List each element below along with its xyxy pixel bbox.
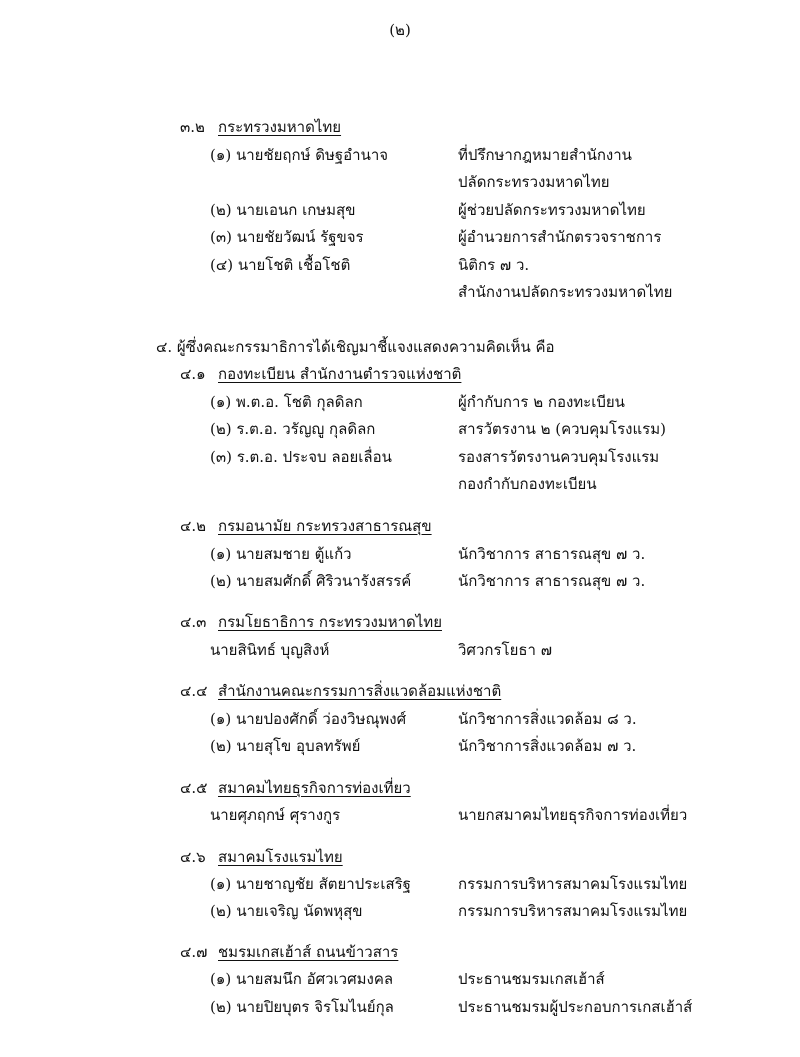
person-name: นายสินิทธ์ บุญสิงห์ (210, 641, 330, 659)
person-position: นายกสมาคมไทยธุรกิจการท่องเที่ยว (458, 806, 688, 824)
section-heading: ๔. ผู้ซึ่งคณะกรรมาธิการได้เชิญมาชี้แจงแสดงความคิดเห็น คือ (156, 338, 555, 356)
person-position: ที่ปรึกษากฎหมายสำนักงาน (458, 146, 632, 164)
subsection-title: กองทะเบียน สำนักงานตำรวจแห่งชาติ (218, 365, 462, 383)
person-position: สารวัตรงาน ๒ (ควบคุมโรงแรม) (458, 420, 666, 438)
page-number: (๒) (389, 21, 411, 39)
person-position: นิติกร ๗ ว. (458, 256, 530, 274)
subsection-title: สมาคมไทยธุรกิจการท่องเที่ยว (218, 779, 411, 797)
person-name: (๑) นายปองศักดิ์ ว่องวิษณุพงศ์ (210, 710, 407, 728)
person-position: นักวิชาการสิ่งแวดล้อม ๗ ว. (458, 737, 637, 755)
subsection-number: ๔.๗ (180, 943, 208, 961)
person-position: กองกำกับกองทะเบียน (458, 475, 597, 493)
subsection-heading (180, 844, 343, 870)
person-position: นักวิชาการ สาธารณสุข ๗ ว. (458, 572, 646, 590)
person-name: (๒) นายสุโข อุบลทรัพย์ (210, 737, 361, 755)
person-name: (๒) นายเอนก เกษมสุข (210, 201, 356, 219)
subsection-title: กระทรวงมหาดไทย (218, 118, 342, 136)
subsection-title: สำนักงานคณะกรรมการสิ่งแวดล้อมแห่งชาติ (218, 682, 502, 700)
subsection-heading (180, 361, 461, 387)
person-name: (๑) นายชาญชัย สัตยาประเสริฐ (210, 875, 411, 893)
person-name: (๑) พ.ต.อ. โชติ กุลดิลก (210, 393, 363, 411)
subsection-number: ๔.๔ (180, 682, 208, 700)
subsection-title: สมาคมโรงแรมไทย (218, 848, 343, 866)
person-position: ประธานชมรมเกสเฮ้าส์ (458, 970, 605, 988)
person-position: กรรมการบริหารสมาคมโรงแรมไทย (458, 902, 688, 920)
subsection-number: ๔.๕ (180, 779, 208, 797)
subsection-heading (180, 939, 398, 965)
person-name: (๔) นายโชติ เชื้อโชติ (210, 256, 351, 274)
person-position: สำนักงานปลัดกระทรวงมหาดไทย (458, 283, 673, 301)
person-position: รองสารวัตรงานควบคุมโรงแรม (458, 448, 660, 466)
person-name: (๑) นายชัยฤกษ์ ดิษฐอำนาจ (210, 146, 389, 164)
person-name: (๒) นายปิยบุตร จิรโมไนย์กุล (210, 998, 394, 1016)
subsection-number: ๔.๓ (180, 613, 207, 631)
subsection-heading (180, 609, 442, 635)
person-position: ปลัดกระทรวงมหาดไทย (458, 173, 610, 191)
person-position: ผู้กำกับการ ๒ กองทะเบียน (458, 393, 625, 411)
person-position: กรรมการบริหารสมาคมโรงแรมไทย (458, 875, 688, 893)
person-position: นักวิชาการ สาธารณสุข ๗ ว. (458, 545, 646, 563)
person-position: ผู้อำนวยการสำนักตรวจราชการ (458, 228, 662, 246)
subsection-heading (180, 775, 411, 801)
subsection-number: ๔.๑ (180, 365, 206, 383)
subsection-heading (180, 114, 341, 140)
person-position: นักวิชาการสิ่งแวดล้อม ๘ ว. (458, 710, 637, 728)
person-name: (๒) ร.ต.อ. วรัญญู กุลดิลก (210, 420, 376, 438)
person-name: (๑) นายสมชาย ตู้แก้ว (210, 545, 352, 563)
subsection-number: ๓.๒ (180, 118, 205, 136)
subsection-heading (180, 513, 432, 539)
person-name: นายศุภฤกษ์ ศุรางกูร (210, 806, 341, 824)
person-name: (๓) ร.ต.อ. ประจบ ลอยเลื่อน (210, 448, 392, 466)
person-position: ผู้ช่วยปลัดกระทรวงมหาดไทย (458, 201, 646, 219)
subsection-heading (180, 678, 501, 704)
person-name: (๒) นายสมศักดิ์ ศิริวนารังสรรค์ (210, 572, 412, 590)
person-name: (๒) นายเจริญ นัดพหุสุข (210, 902, 363, 920)
person-name: (๓) นายชัยวัฒน์ รัฐขจร (210, 228, 364, 246)
subsection-title: กรมอนามัย กระทรวงสาธารณสุข (218, 517, 432, 535)
person-position: วิศวกรโยธา ๗ (458, 641, 552, 659)
subsection-number: ๔.๒ (180, 517, 207, 535)
person-name: (๑) นายสมนึก อัศวเวศมงคล (210, 970, 394, 988)
subsection-title: ชมรมเกสเฮ้าส์ ถนนข้าวสาร (218, 943, 399, 961)
subsection-number: ๔.๖ (180, 848, 206, 866)
subsection-title: กรมโยธาธิการ กระทรวงมหาดไทย (218, 613, 442, 631)
person-position: ประธานชมรมผู้ประกอบการเกสเฮ้าส์ (458, 998, 693, 1016)
